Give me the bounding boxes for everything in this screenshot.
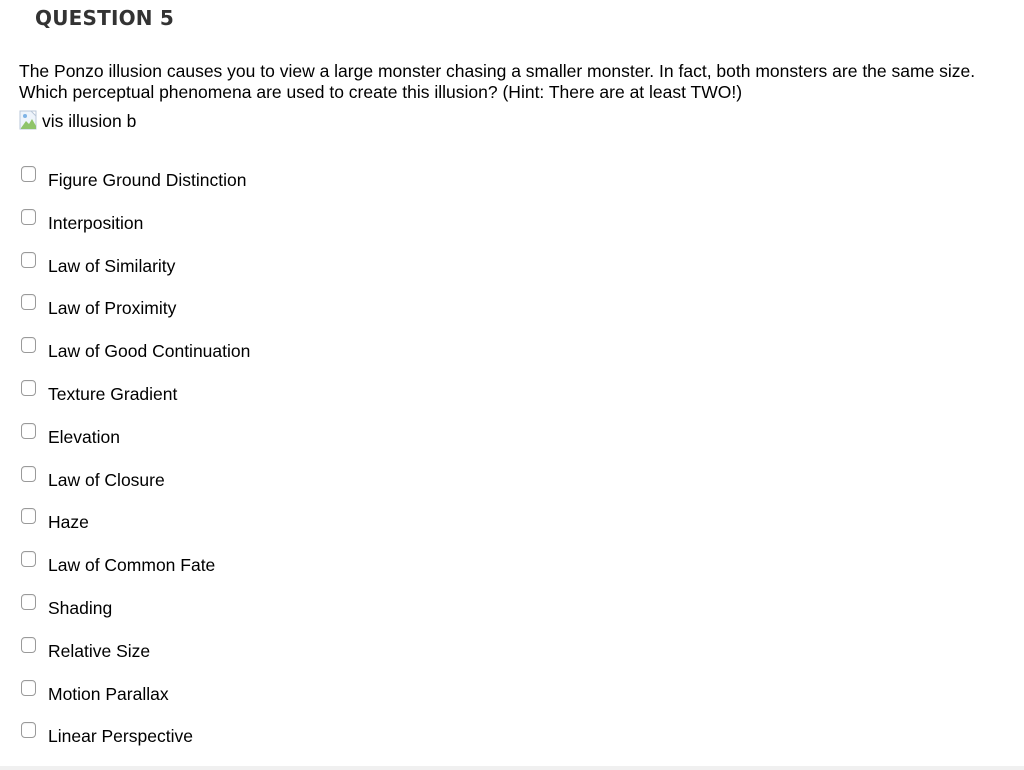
question-image: [19, 110, 136, 132]
option-checkbox[interactable]: [21, 423, 36, 439]
option-label[interactable]: Law of Closure: [48, 469, 165, 490]
question-title: QUESTION 5: [35, 6, 175, 30]
question-text: The Ponzo illusion causes you to view a large monster chasing a smaller monster. In fact, both monsters are the same size. Which perceptual phenomena are used to create this illusion? (Hint: There are at least TWO!): [19, 61, 976, 102]
option-label[interactable]: Interposition: [48, 212, 144, 233]
option-checkbox[interactable]: [21, 551, 36, 567]
option-label[interactable]: Texture Gradient: [48, 383, 178, 404]
bottom-divider: [0, 766, 1024, 770]
option-label[interactable]: Relative Size: [48, 640, 151, 661]
option-label[interactable]: Linear Perspective: [48, 726, 193, 747]
option-checkbox[interactable]: [21, 680, 36, 696]
option-label[interactable]: Shading: [48, 597, 113, 618]
option-checkbox[interactable]: [21, 637, 36, 653]
option-checkbox[interactable]: [21, 594, 36, 610]
option-checkbox[interactable]: [21, 722, 36, 738]
option-label[interactable]: Law of Good Continuation: [48, 341, 251, 362]
option-checkbox[interactable]: [21, 337, 36, 353]
option-checkbox[interactable]: [21, 209, 36, 225]
option-label[interactable]: Haze: [48, 512, 89, 533]
option-checkbox[interactable]: [21, 252, 36, 268]
option-checkbox[interactable]: [21, 466, 36, 482]
option-label[interactable]: Motion Parallax: [48, 683, 169, 704]
option-checkbox[interactable]: [21, 380, 36, 396]
image-alt-text: vis illusion b: [42, 110, 137, 131]
broken-image-icon: [19, 110, 41, 132]
option-label[interactable]: Law of Common Fate: [48, 555, 216, 576]
option-checkbox[interactable]: [21, 294, 36, 310]
option-label[interactable]: Law of Similarity: [48, 255, 176, 276]
option-checkbox[interactable]: [21, 166, 36, 182]
option-label[interactable]: Law of Proximity: [48, 298, 177, 319]
option-label[interactable]: Figure Ground Distinction: [48, 170, 247, 190]
option-label[interactable]: Elevation: [48, 426, 120, 447]
option-checkbox[interactable]: [21, 508, 36, 524]
